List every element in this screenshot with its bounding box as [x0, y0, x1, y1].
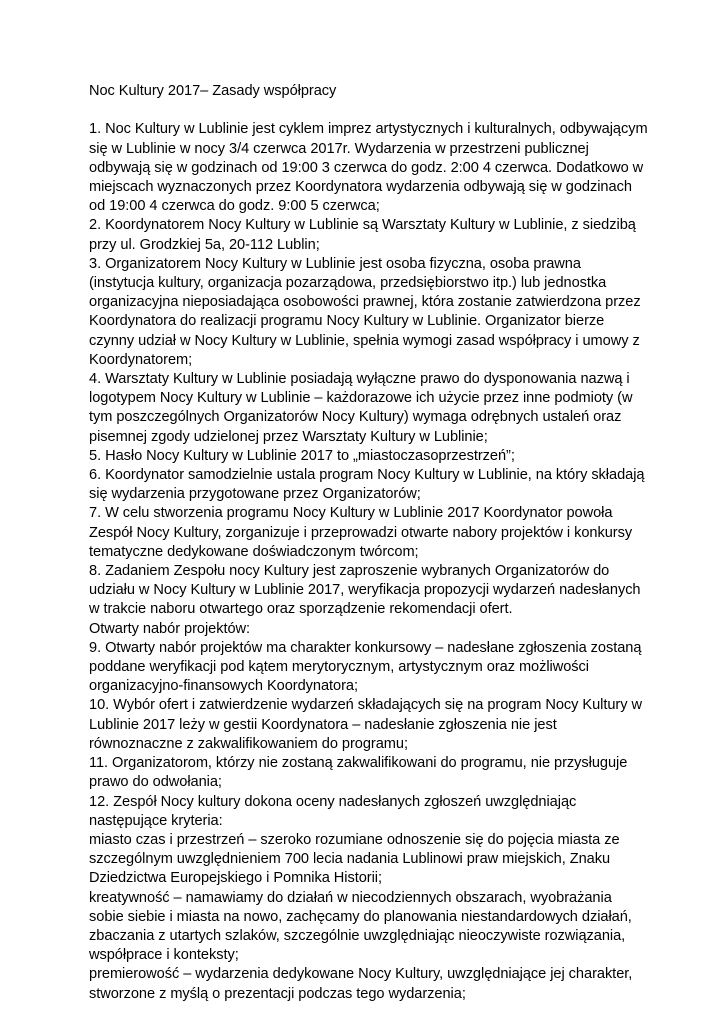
- paragraph-12: 12. Zespół Nocy kultury dokona oceny nadesłanych zgłoszeń uwzględniając następujące kryteria:: [89, 793, 577, 829]
- paragraph-3: 3. Organizatorem Nocy Kultury w Lublinie jest osoba fizyczna, osoba prawna (instytucja kultury, organizacja pozarządowa, przedsiębiorstwo itp.) lub jednostka organizacyjna nieposiadająca osobowości prawnej, która zostanie zatwierdzona przez Koordynatora do realizacji programu Nocy Kultury w Lublinie. Organizator bierze czynny udział w Nocy Kultury w Lublinie, spełnia wymogi zasad współpracy i umowy z Koordynatorem;: [89, 255, 641, 368]
- criterion-city-time-space: miasto czas i przestrzeń – szeroko rozumiane odnoszenie się do pojęcia miasta ze szczególnym uwzględnieniem 700 lecia nadania Lublinowi praw miejskich, Znaku Dziedzictwa Europejskiego i Pomnika Historii;: [89, 831, 620, 887]
- paragraph-5: 5. Hasło Nocy Kultury w Lublinie 2017 to „miastoczasoprzestrzeń”;: [89, 447, 515, 464]
- paragraph-4: 4. Warsztaty Kultury w Lublinie posiadają wyłączne prawo do dysponowania nazwą i logotypem Nocy Kultury w Lublinie – każdorazowe ich użycie przez inne podmioty (w tym poszczególnych Organizatorów Nocy Kultury) wymaga odrębnych ustaleń oraz pisemnej zgody udzielonej przez Warsztaty Kultury w Lublinie;: [89, 371, 633, 445]
- document-title: Noc Kultury 2017– Zasady współpracy: [89, 83, 337, 99]
- paragraph-6: 6. Koordynator samodzielnie ustala program Nocy Kultury w Lublinie, na który składają się wydarzenia przygotowane przez Organizatorów;: [89, 467, 645, 503]
- criterion-creativity: kreatywność – namawiamy do działań w niecodziennych obszarach, wyobrażania sobie siebie i miasta na nowo, zachęcamy do planowania niestandardowych działań, zbaczania z utartych szlaków, szczególnie uwzględniając nieoczywiste rozwiązania, współprace i konteksty;: [89, 889, 632, 964]
- document-body: [89, 82, 649, 1004]
- paragraph-10: 10. Wybór ofert i zatwierdzenie wydarzeń składających się na program Nocy Kultury w Lublinie 2017 leży w gestii Koordynatora – nadesłanie zgłoszenia nie jest równoznaczne z zakwalifikowaniem do programu;: [89, 697, 642, 752]
- paragraph-7: 7. W celu stworzenia programu Nocy Kultury w Lublinie 2017 Koordynator powoła Zespół Nocy Kultury, zorganizuje i przeprowadzi otwarte nabory projektów i konkursy tematyczne dedykowane doświadczonym twórcom;: [89, 505, 633, 560]
- paragraph-8: 8. Zadaniem Zespołu nocy Kultury jest zaproszenie wybranych Organizatorów do udziału w Nocy Kultury w Lublinie 2017, weryfikacja propozycji wydarzeń nadesłanych w trakcie naboru otwartego oraz sporządzenie rekomendacji ofert.: [89, 563, 641, 618]
- paragraph-9: 9. Otwarty nabór projektów ma charakter konkursowy – nadesłane zgłoszenia zostaną poddane weryfikacji pod kątem merytorycznym, artystycznym oraz możliwości organizacyjno-finansowych Koordynatora;: [89, 639, 642, 695]
- criterion-premiere: premierowość – wydarzenia dedykowane Nocy Kultury, uwzględniające jej charakter, stworzone z myślą o prezentacji podczas tego wydarzenia;: [89, 966, 633, 1002]
- paragraph-1: 1. Noc Kultury w Lublinie jest cyklem imprez artystycznych i kulturalnych, odbywającym się w Lublinie w nocy 3/4 czerwca 2017r. Wydarzenia w przestrzeni publicznej odbywają się w godzinach od 19:00 3 czerwca do godz. 2:00 4 czerwca. Dodatkowo w miejscach wyznaczonych przez Koordynatora wydarzenia odbywają się w godzinach od 19:00 4 czerwca do godz. 9:00 5 czerwca;: [89, 121, 648, 215]
- section-heading-open-call: Otwarty nabór projektów:: [89, 620, 251, 637]
- paragraph-2: 2. Koordynatorem Nocy Kultury w Lublinie są Warsztaty Kultury w Lublinie, z siedzibą przy ul. Grodzkiej 5a, 20-112 Lublin;: [89, 217, 636, 253]
- paragraph-11: 11. Organizatorom, którzy nie zostaną zakwalifikowani do programu, nie przysługuje prawo do odwołania;: [89, 755, 628, 791]
